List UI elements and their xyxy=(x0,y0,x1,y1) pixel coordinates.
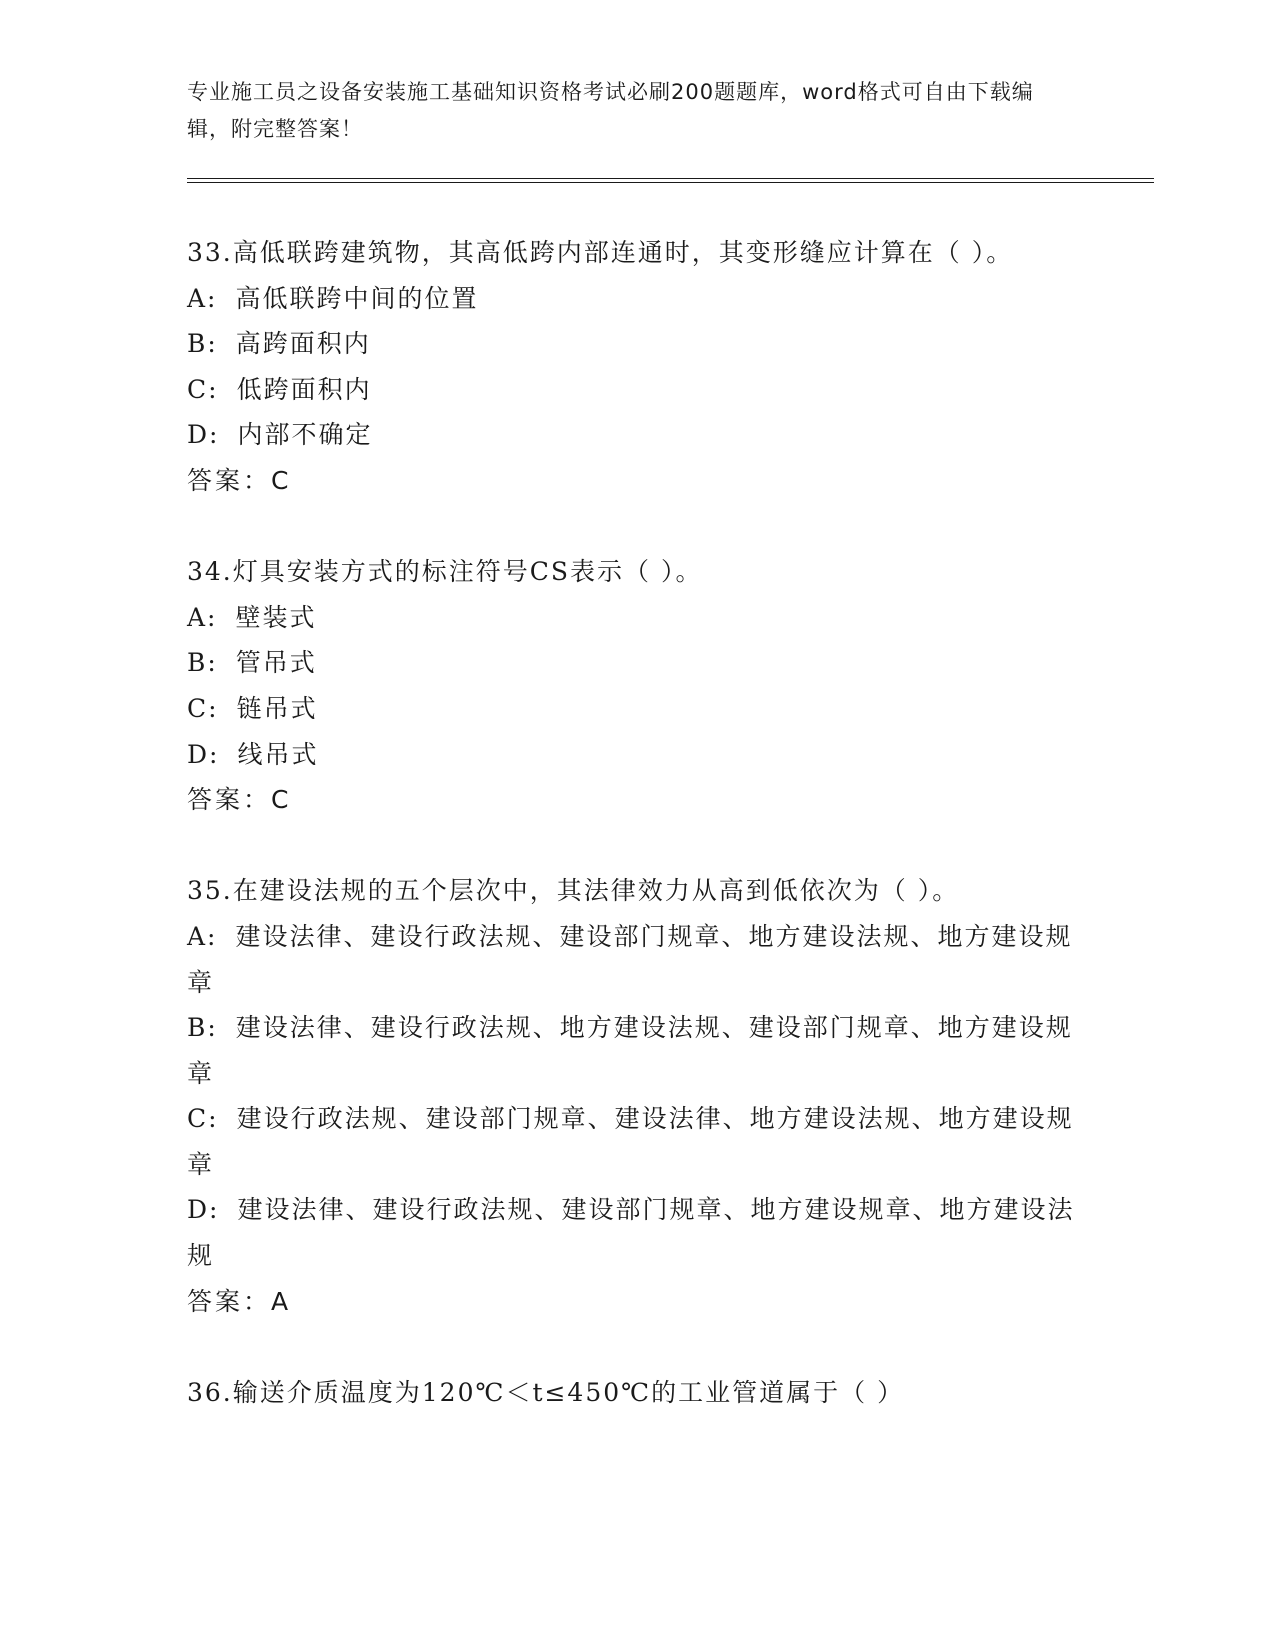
option-b xyxy=(187,1005,1087,1096)
option-key: B: xyxy=(187,648,218,678)
option-key: D: xyxy=(187,420,220,450)
option-key: D: xyxy=(187,739,220,769)
question-stem: 34.灯具安装方式的标注符号CS表示（ ）。 xyxy=(187,557,703,587)
document-header: 专业施工员之设备安装施工基础知识资格考试必刷200题题库，word格式可自由下载编辑，附完整答案！ xyxy=(187,80,1034,141)
option-key: D: xyxy=(187,1195,220,1225)
question-list xyxy=(187,230,1087,1415)
option-a xyxy=(187,595,1087,641)
question-33 xyxy=(187,230,1087,504)
option-a xyxy=(187,914,1087,1005)
option-key: A: xyxy=(187,921,218,951)
option-c xyxy=(187,1096,1087,1187)
option-text: 内部不确定 xyxy=(237,420,373,450)
option-c xyxy=(187,367,1087,413)
option-key: A: xyxy=(187,283,218,313)
option-text: 低跨面积内 xyxy=(236,374,372,404)
question-stem: 36.输送介质温度为120℃＜t≤450℃的工业管道属于（ ） xyxy=(187,1377,905,1407)
option-text: 壁装式 xyxy=(235,602,317,632)
option-text: 建设法律、建设行政法规、建设部门规章、地方建设法规、地方建设规章 xyxy=(187,921,1073,997)
option-d xyxy=(187,732,1087,778)
option-b xyxy=(187,640,1087,686)
answer: 答案：C xyxy=(187,465,292,495)
answer: 答案：C xyxy=(187,785,292,815)
option-key: B: xyxy=(187,329,218,359)
option-text: 建设法律、建设行政法规、地方建设法规、建设部门规章、地方建设规章 xyxy=(187,1013,1073,1088)
option-text: 管吊式 xyxy=(235,648,317,678)
header-divider-bottom xyxy=(187,182,1154,183)
answer: 答案：A xyxy=(187,1286,292,1316)
option-c xyxy=(187,686,1087,732)
option-text: 链吊式 xyxy=(236,693,318,723)
option-key: C: xyxy=(187,1104,219,1134)
question-34 xyxy=(187,549,1087,823)
header-divider-top xyxy=(187,178,1154,179)
option-text: 建设法律、建设行政法规、建设部门规章、地方建设规章、地方建设法规 xyxy=(187,1195,1075,1271)
option-key: C: xyxy=(187,693,219,723)
option-text: 高跨面积内 xyxy=(235,329,371,359)
question-36 xyxy=(187,1370,1087,1416)
option-text: 高低联跨中间的位置 xyxy=(235,283,479,313)
option-d xyxy=(187,412,1087,458)
option-key: A: xyxy=(187,602,218,632)
option-d xyxy=(187,1187,1087,1278)
option-a xyxy=(187,276,1087,322)
option-text: 线吊式 xyxy=(237,739,319,769)
option-b xyxy=(187,321,1087,367)
option-key: C: xyxy=(187,374,219,404)
question-stem: 35.在建设法规的五个层次中，其法律效力从高到低依次为（ ）。 xyxy=(187,876,960,906)
question-stem: 33.高低联跨建筑物，其高低跨内部连通时，其变形缝应计算在（ ）。 xyxy=(187,238,1014,267)
option-text: 建设行政法规、建设部门规章、建设法律、地方建设法规、地方建设规章 xyxy=(187,1104,1074,1179)
question-35 xyxy=(187,868,1087,1324)
option-key: B: xyxy=(187,1013,218,1043)
